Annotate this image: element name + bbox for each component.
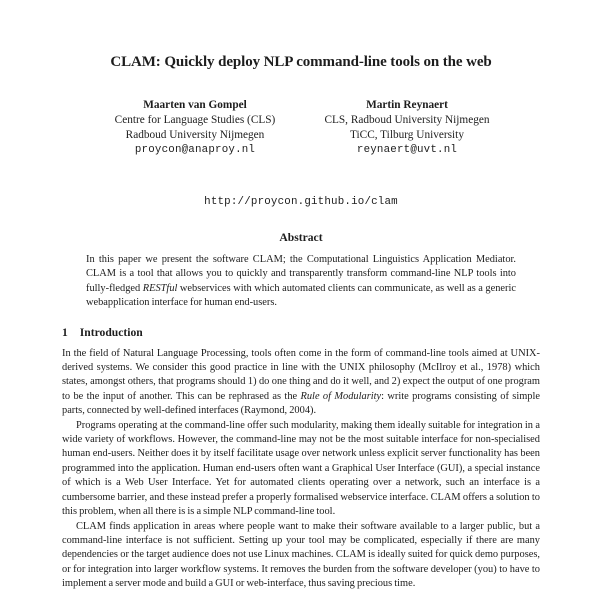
author-affiliation: CLS, Radboud University Nijmegen <box>324 114 490 126</box>
author-email: proycon@anaproy.nl <box>134 144 256 156</box>
author-email: reynaert@uvt.nl <box>356 144 458 156</box>
author-name: Maarten van Gompel <box>143 99 247 111</box>
section-title: Introduction <box>79 325 143 339</box>
intro-paragraph-3: CLAM finds application in areas where people want to make their software available to a larger public, but a command-line interface is not sufficient. Setting up your tool may be complicated, especially if there are many dependencies or the target audience does not use Linux machines. CLAM is ideally suited for quick demo purposes, or for integration into larger workflow systems. It removes the burden from the software developer (you) to have to implement a server mode and build a GUI or web-interface, thus saving precious time. <box>62 520 540 590</box>
author-block <box>62 98 540 158</box>
section-number: 1 <box>62 325 68 339</box>
author-name: Martin Reynaert <box>366 99 448 111</box>
author-1 <box>100 98 290 158</box>
intro-paragraph-1: In the field of Natural Language Processing, tools often come in the form of command-line tools aimed at UNIX-derived systems. We consider this good practice in line with the UNIX philosophy (McIlroy et al., 1978) which states, amongst others, that programs should 1) do one thing and do it well, and 2) expect the output of one program to be the input of another. This can be rephrased as the Rule of Modularity: write programs consisting of simple parts, connected by well-defined interfaces (Raymond, 2004). <box>62 347 540 417</box>
project-url-link[interactable]: http://proycon.github.io/clam <box>204 196 398 208</box>
author-affiliation: TiCC, Tilburg University <box>350 129 464 141</box>
intro-paragraph-2: Programs operating at the command-line offer such modularity, making them ideally suitable for integration in a wide variety of workflows. However, the command-line may not be the most suitable interface for non-specialised human end-users. Neither does it by itself facilitate usage over network unless explicit server functionality has been programmed into the application. Human end-users often want a Graphical User Interface (GUI), a special instance of which is a Web User Interface. Yet for automated clients operating over a network, such an interface is a cumbersome barrier, and these instead prefer a properly formalised webservice interface. CLAM offers a solution to this problem, when all there is is a simple NLP command-line tool. <box>62 419 540 518</box>
author-affiliation: Centre for Language Studies (CLS) <box>114 114 276 126</box>
abstract-heading: Abstract <box>279 231 323 244</box>
paper-title: CLAM: Quickly deploy NLP command-line tools on the web <box>110 54 492 70</box>
author-affiliation: Radboud University Nijmegen <box>125 129 265 141</box>
abstract-text: In this paper we present the software CLAM; the Computational Linguistics Application Mediator. CLAM is a tool that allows you to quickly and transparently transform command-line NLP tools into fully-fledged RESTful webservices with which automated clients can communicate, as well as a generic webapplication interface for human end-users. <box>86 254 516 309</box>
author-2 <box>312 98 502 158</box>
section-heading-introduction <box>62 326 540 339</box>
